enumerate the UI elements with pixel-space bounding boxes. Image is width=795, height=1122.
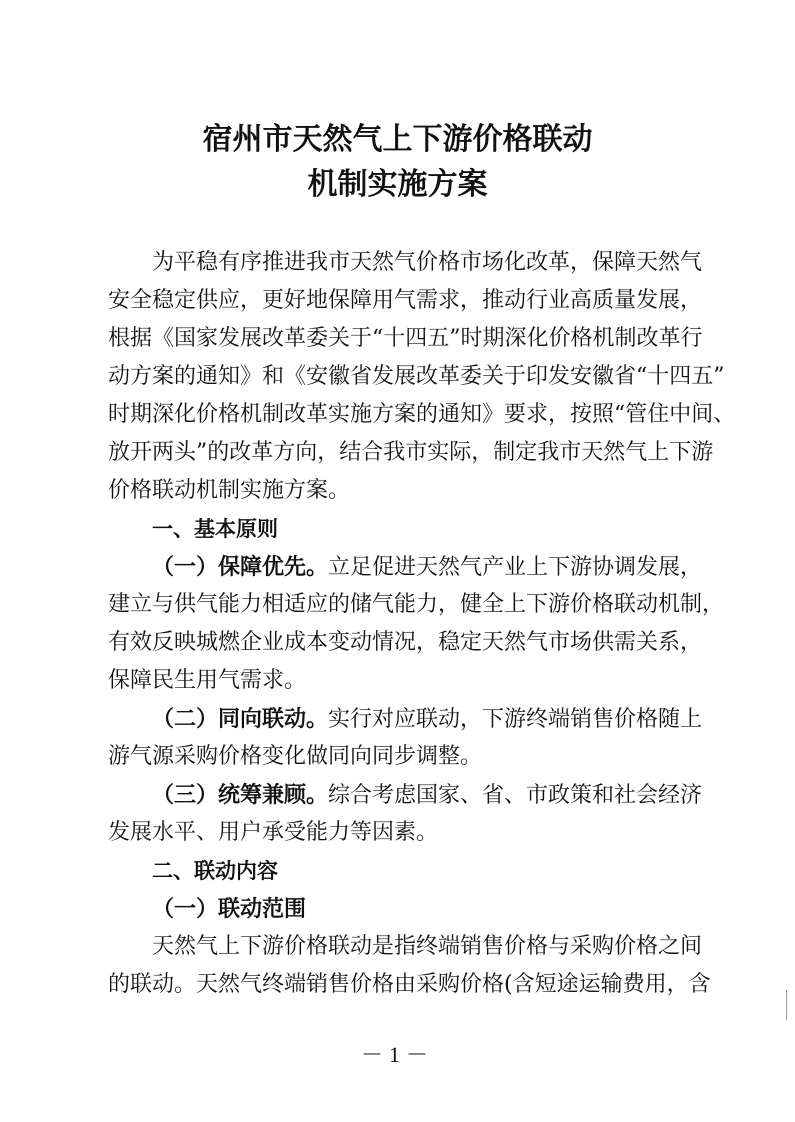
page-number [0, 1040, 795, 1070]
principle-1-text: 立足促进天然气产业上下游协调发展， [328, 555, 703, 580]
document-title-line-1: 宿州市天然气上下游价格联动 [202, 122, 593, 157]
subheading-linkage-scope: （一）联动范围 [152, 896, 307, 922]
page-number-dash: － [406, 1042, 435, 1067]
intro-line: 价格联动机制实施方案。 [108, 478, 351, 503]
principle-3-text: 综合考虑国家、省、市政策和社会经济 [328, 783, 703, 808]
principle-1-label: （一）保障优先。 [152, 554, 329, 580]
principle-3-line [0, 776, 795, 814]
scan-edge-mark [786, 990, 787, 1020]
scope-paragraph-line: 天然气上下游价格联动是指终端销售价格与采购价格之间 [152, 934, 703, 959]
principle-3-label: （三）统筹兼顾。 [152, 782, 329, 808]
section-heading-linkage-content: 二、联动内容 [152, 859, 278, 883]
intro-line: 根据《国家发展改革委关于“十四五”时期深化价格机制改革行 [108, 326, 703, 351]
principle-1-line: 有效反映城燃企业成本变动情况，稳定天然气市场供需关系， [108, 630, 703, 655]
principle-2-label: （二）同向联动。 [152, 706, 329, 732]
principle-1-line: 建立与供气能力相适应的储气能力，健全上下游价格联动机制， [108, 592, 725, 617]
intro-line: 放开两头”的改革方向，结合我市实际，制定我市天然气上下游 [108, 440, 714, 465]
intro-line: 时期深化价格机制改革实施方案的通知》要求，按照“管住中间、 [108, 402, 736, 427]
principle-3-line: 发展水平、用户承受能力等因素。 [108, 820, 439, 845]
principle-2-line: 游气源采购价格变化做同向同步调整。 [108, 744, 483, 769]
page-number-value: 1 [389, 1042, 406, 1067]
principle-2-text: 实行对应联动，下游终端销售价格随上 [328, 707, 703, 732]
intro-line: 安全稳定供应，更好地保障用气需求，推动行业高质量发展， [108, 288, 703, 313]
principle-1-line [0, 548, 795, 586]
section-heading-basic-principles: 一、基本原则 [152, 517, 278, 541]
intro-line: 为平稳有序推进我市天然气价格市场化改革，保障天然气 [152, 250, 703, 275]
intro-line: 动方案的通知》和《安徽省发展改革委关于印发安徽省“十四五” [108, 364, 725, 389]
principle-2-line [0, 700, 795, 738]
scope-paragraph-line: 的联动。天然气终端销售价格由采购价格(含短途运输费用，含 [108, 972, 711, 997]
principle-1-line: 保障民生用气需求。 [108, 668, 307, 693]
document-title-line-2: 机制实施方案 [307, 167, 488, 202]
page-number-dash: － [360, 1042, 389, 1067]
